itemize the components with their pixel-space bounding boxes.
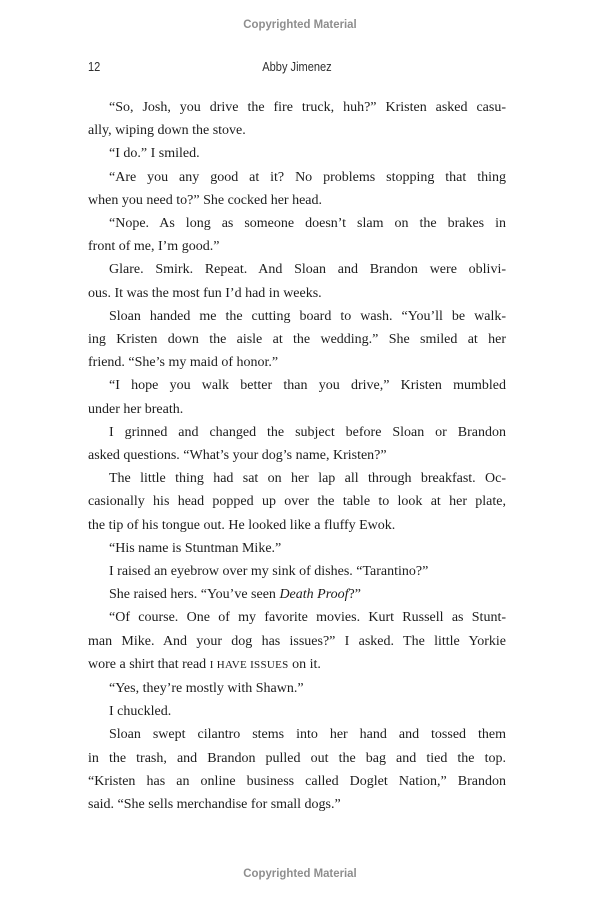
text-line — [88, 282, 506, 305]
paragraph — [88, 305, 506, 375]
text-segment: asked questions. “What’s your dog’s name, Kristen?” — [88, 448, 387, 464]
text-segment: said. “She sells merchandise for small dogs.” — [88, 797, 341, 813]
paragraph — [88, 583, 506, 606]
paragraph — [88, 96, 506, 142]
text-segment: “Are you any good at it? No problems stopping that thing — [109, 169, 506, 185]
text-segment: Glare. Smirk. Repeat. And Sloan and Brandon were oblivi- — [109, 262, 506, 278]
text-line — [88, 723, 506, 746]
text-segment: front of me, I’m good.” — [88, 239, 220, 255]
text-segment: I raised an eyebrow over my sink of dishes. “Tarantino?” — [109, 564, 429, 580]
text-line — [88, 398, 506, 421]
text-line — [88, 235, 506, 258]
text-segment: She raised hers. “You’ve seen — [109, 587, 280, 603]
paragraph — [88, 723, 506, 816]
page-number: 12 — [88, 59, 101, 74]
text-segment: “Of course. One of my favorite movies. Kurt Russell as Stunt- — [109, 610, 506, 626]
text-line — [88, 166, 506, 189]
text-line — [88, 96, 506, 119]
text-segment-smallcaps: I HAVE ISSUES — [209, 658, 289, 671]
text-line — [88, 212, 506, 235]
paragraph — [88, 142, 506, 165]
text-line — [88, 467, 506, 490]
text-line — [88, 305, 506, 328]
text-line — [88, 653, 506, 677]
text-segment: “Kristen has an online business called Doglet Nation,” Brandon — [88, 773, 506, 789]
page-header — [88, 59, 506, 75]
text-line — [88, 258, 506, 281]
text-line — [88, 770, 506, 793]
copyright-notice-bottom: Copyrighted Material — [243, 866, 357, 880]
text-segment: I grinned and changed the subject before Sloan or Brandon — [109, 424, 506, 440]
text-segment: “Nope. As long as someone doesn’t slam on the brakes in — [109, 216, 506, 232]
text-segment: the tip of his tongue out. He looked like a fluffy Ewok. — [88, 517, 396, 533]
text-segment: on it. — [288, 656, 321, 672]
text-line — [88, 351, 506, 374]
text-line — [88, 119, 506, 142]
text-segment: man Mike. And your dog has issues?” I asked. The little Yorkie — [88, 633, 506, 649]
text-segment: The little thing had sat on her lap all through breakfast. Oc- — [109, 471, 506, 487]
text-segment: “His name is Stuntman Mike.” — [109, 540, 282, 556]
copyright-notice-top: Copyrighted Material — [243, 17, 357, 31]
paragraph — [88, 421, 506, 467]
text-segment: under her breath. — [88, 401, 184, 417]
text-line — [88, 490, 506, 513]
text-segment: Sloan handed me the cutting board to wash. “You’ll be walk- — [109, 308, 506, 324]
text-line — [88, 328, 506, 351]
text-segment: I chuckled. — [109, 704, 172, 720]
text-line — [88, 514, 506, 537]
paragraph — [88, 258, 506, 304]
text-segment-italic: Death Proof — [279, 587, 349, 603]
text-segment: friend. “She’s my maid of honor.” — [88, 355, 279, 371]
body-text — [88, 96, 506, 816]
text-line — [88, 421, 506, 444]
text-segment: in the trash, and Brandon pulled out the bag and tied the top. — [88, 750, 506, 766]
text-segment: wore a shirt that read — [88, 656, 210, 672]
text-line — [88, 189, 506, 212]
text-line — [88, 142, 506, 165]
paragraph — [88, 537, 506, 560]
text-line — [88, 374, 506, 397]
paragraph — [88, 374, 506, 420]
text-segment: “Yes, they’re mostly with Shawn.” — [109, 681, 304, 697]
text-line — [88, 537, 506, 560]
text-segment: when you need to?” She cocked her head. — [88, 192, 323, 208]
paragraph — [88, 212, 506, 258]
text-line — [88, 747, 506, 770]
text-line — [88, 560, 506, 583]
paragraph — [88, 700, 506, 723]
text-line — [88, 630, 506, 653]
paragraph — [88, 677, 506, 700]
paragraph — [88, 467, 506, 537]
text-line — [88, 444, 506, 467]
text-line — [88, 606, 506, 629]
text-line — [88, 700, 506, 723]
running-title: Abby Jimenez — [262, 59, 332, 74]
text-segment: ing Kristen down the aisle at the wedding.” She smiled at her — [88, 332, 506, 348]
paragraph — [88, 166, 506, 212]
text-line — [88, 677, 506, 700]
text-segment: ally, wiping down the stove. — [88, 123, 246, 139]
text-line — [88, 793, 506, 816]
text-line — [88, 583, 506, 606]
paragraph — [88, 560, 506, 583]
text-segment: Sloan swept cilantro stems into her hand and tossed them — [109, 727, 506, 743]
text-segment: “So, Josh, you drive the fire truck, huh?” Kristen asked casu- — [109, 100, 506, 115]
text-segment: ous. It was the most fun I’d had in weeks. — [88, 285, 322, 301]
text-segment: casionally his head popped up over the table to look at her plate, — [88, 494, 506, 510]
paragraph — [88, 606, 506, 677]
text-segment: “I do.” I smiled. — [109, 146, 200, 162]
text-segment: “I hope you walk better than you drive,” Kristen mumbled — [109, 378, 506, 394]
text-segment: ?” — [348, 587, 361, 603]
